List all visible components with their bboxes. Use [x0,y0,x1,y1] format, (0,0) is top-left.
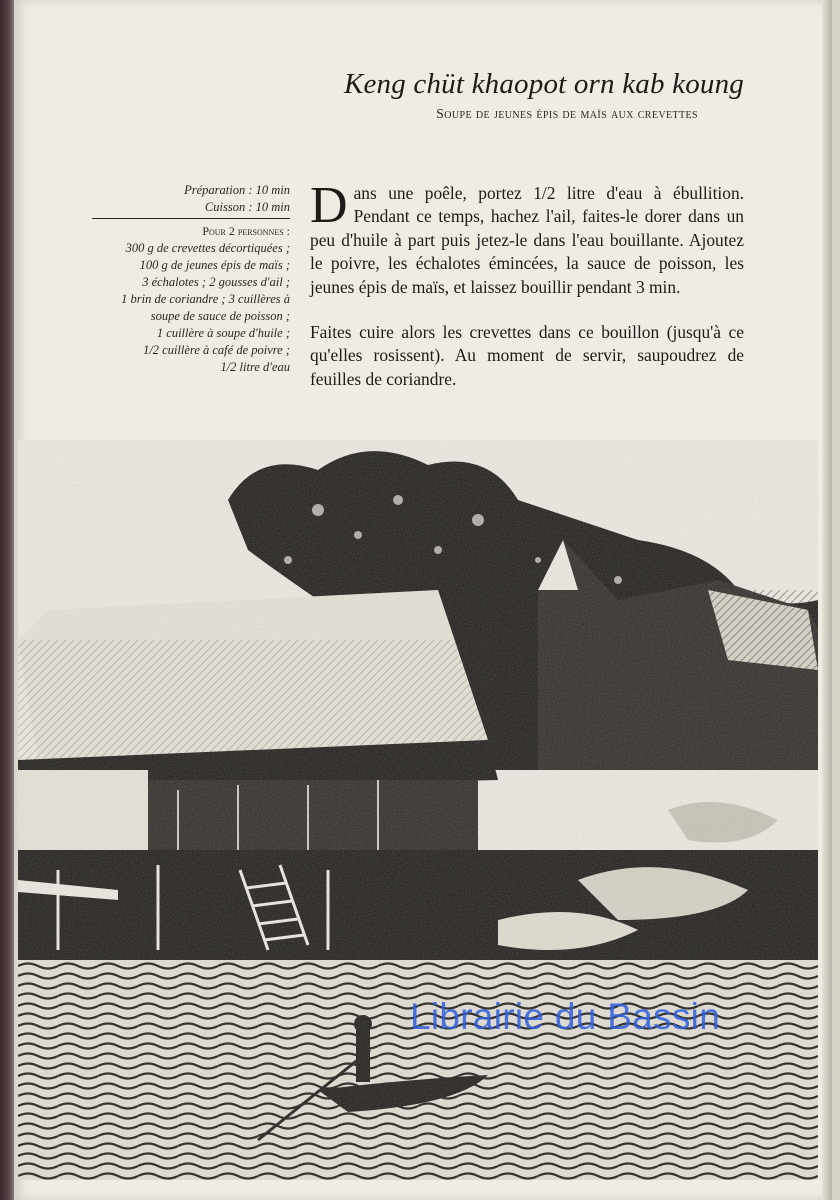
ingredient-line: 3 échalotes ; 2 gousses d'ail ; [142,275,290,289]
watermark-text: Librairie du Bassin [410,996,721,1037]
ingredient-line: 1/2 cuillère à café de poivre ; [143,343,290,357]
ingredient-line: soupe de sauce de poisson ; [150,309,290,323]
ingredient-line: 300 g de crevettes décortiquées ; [125,241,290,255]
page-edge [822,0,832,1200]
preparation-time: Préparation : 10 min [184,183,290,197]
sidebar-divider [92,218,290,219]
instruction-paragraph-2: Faites cuire alors les crevettes dans ce bouillon (jusqu'à ce qu'elles rosissent). Au moment de servir, saupoudrez de feuilles de coriandre. [310,322,744,389]
recipe-sidebar [92,182,290,376]
drop-cap: D [310,177,348,234]
servings: Pour 2 personnes : [202,224,290,238]
ingredient-line: 1 cuillère à soupe d'huile ; [156,326,290,340]
recipe-title: Keng chüt khaopot orn kab koung [343,68,744,100]
paragraph-1-text: ans une poêle, portez 1/2 litre d'eau à ébullition. Pendant ce temps, hachez l'ail, faites-le dorer dans un peu d'huile à part puis jetez-le dans l'eau bouillante. Ajoutez le poivre, les échalotes émincées, la sauce de poisson, les jeunes épis de maïs, et laissez bouillir pendant 3 min. [310,183,744,297]
ingredient-line: 1 brin de coriandre ; 3 cuillères à [121,292,290,306]
recipe-subtitle: Soupe de jeunes épis de maïs aux crevettes [436,107,698,122]
cooking-time: Cuisson : 10 min [204,200,290,214]
ingredient-line: 1/2 litre d'eau [220,360,290,374]
recipe-instructions [310,177,744,413]
instruction-paragraph-1 [310,177,744,299]
ingredient-line: 100 g de jeunes épis de maïs ; [139,258,290,272]
village-photo [18,440,818,1180]
